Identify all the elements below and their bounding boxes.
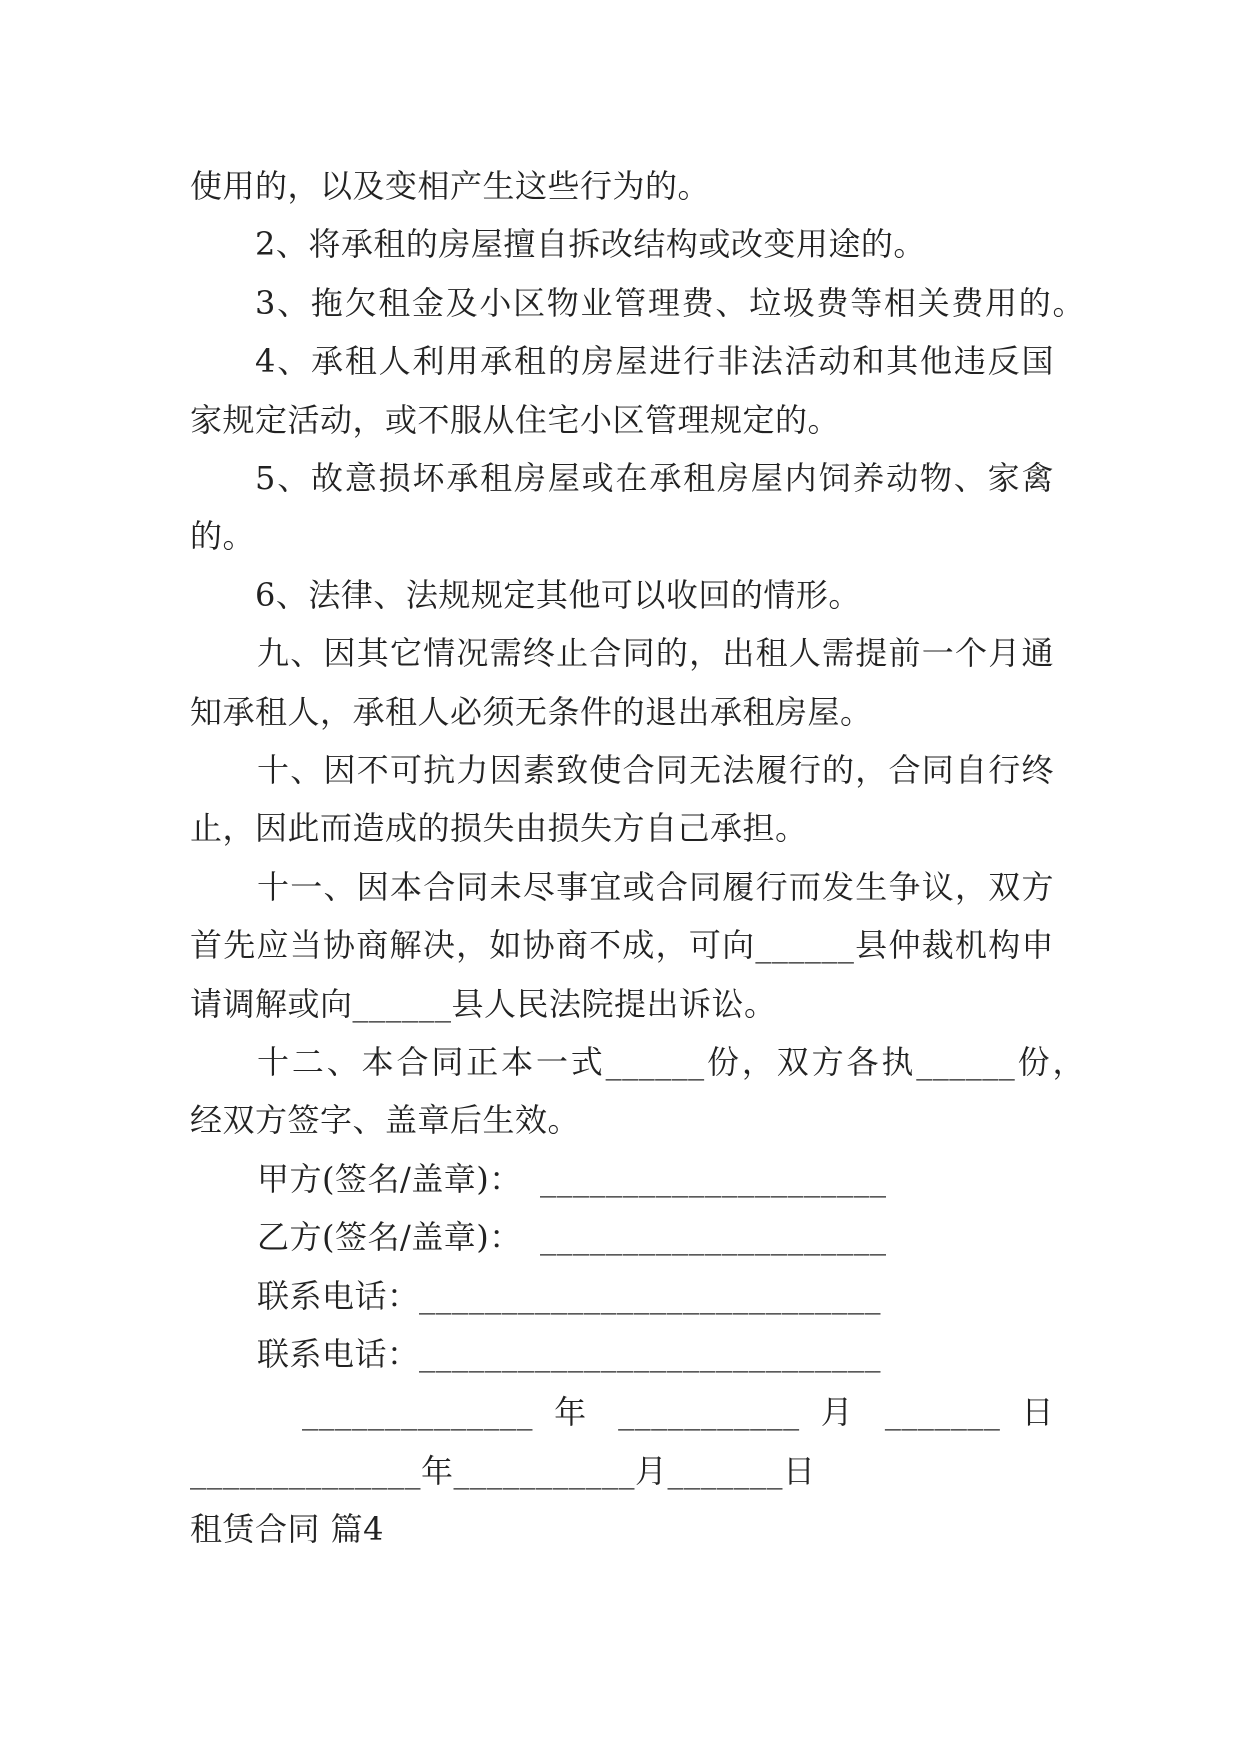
clause-line: 止，因此而造成的损失由损失方自己承担。 xyxy=(190,809,808,847)
party-b-signature-label: 乙方(签名/盖章)： xyxy=(257,1218,522,1256)
clause-line: 家规定活动，或不服从住宅小区管理规定的。 xyxy=(190,401,841,439)
clause-line: 3、拖欠租金及小区物业管理费、垃圾费等相关费用的。 xyxy=(255,284,1085,322)
clause-line: 请调解或向______县人民法院提出诉讼。 xyxy=(190,985,777,1023)
phone-blank-1: ____________________________ xyxy=(419,1277,881,1315)
phone-line-1 xyxy=(257,1267,881,1325)
phone-line-2 xyxy=(257,1325,881,1383)
clause-line: 九、因其它情况需终止合同的，出租人需提前一个月通 xyxy=(257,634,1054,672)
clause-line: 首先应当协商解决，如协商不成，可向______县仲裁机构申 xyxy=(190,926,1054,964)
clause-line: 经双方签字、盖章后生效。 xyxy=(190,1101,581,1139)
date-line-2: ______________年___________月_______日 xyxy=(190,1452,816,1490)
phone-blank-2: ____________________________ xyxy=(419,1335,881,1373)
clause-line: 知承租人，承租人必须无条件的退出承租房屋。 xyxy=(190,693,873,731)
party-a-signature-blank: _____________________ xyxy=(540,1160,887,1198)
clause-line: 十一、因本合同未尽事宜或合同履行而发生争议，双方 xyxy=(257,868,1054,906)
clause-line: 5、故意损坏承租房屋或在承租房屋内饲养动物、家禽 xyxy=(255,459,1054,497)
phone-label-2: 联系电话： xyxy=(257,1335,420,1373)
phone-label-1: 联系电话： xyxy=(257,1277,420,1315)
next-section-heading: 租赁合同 篇4 xyxy=(190,1510,385,1548)
party-b-signature-blank: _____________________ xyxy=(540,1218,887,1256)
clause-line: 2、将承租的房屋擅自拆改结构或改变用途的。 xyxy=(255,225,926,263)
party-a-signature-line xyxy=(257,1150,887,1208)
clause-line: 十二、本合同正本一式______份，双方各执______份， xyxy=(257,1043,1085,1081)
clause-line: 4、承租人利用承租的房屋进行非法活动和其他违反国 xyxy=(255,342,1054,380)
party-b-signature-line xyxy=(257,1208,887,1266)
date-line-1: ______________ 年 ___________ 月 _______ 日 xyxy=(302,1393,1054,1431)
clause-line: 使用的，以及变相产生这些行为的。 xyxy=(190,167,711,205)
party-a-signature-label: 甲方(签名/盖章)： xyxy=(257,1160,522,1198)
clause-line: 6、法律、法规规定其他可以收回的情形。 xyxy=(255,576,861,614)
clause-line: 的。 xyxy=(190,517,256,555)
clause-line: 十、因不可抗力因素致使合同无法履行的，合同自行终 xyxy=(257,751,1054,789)
